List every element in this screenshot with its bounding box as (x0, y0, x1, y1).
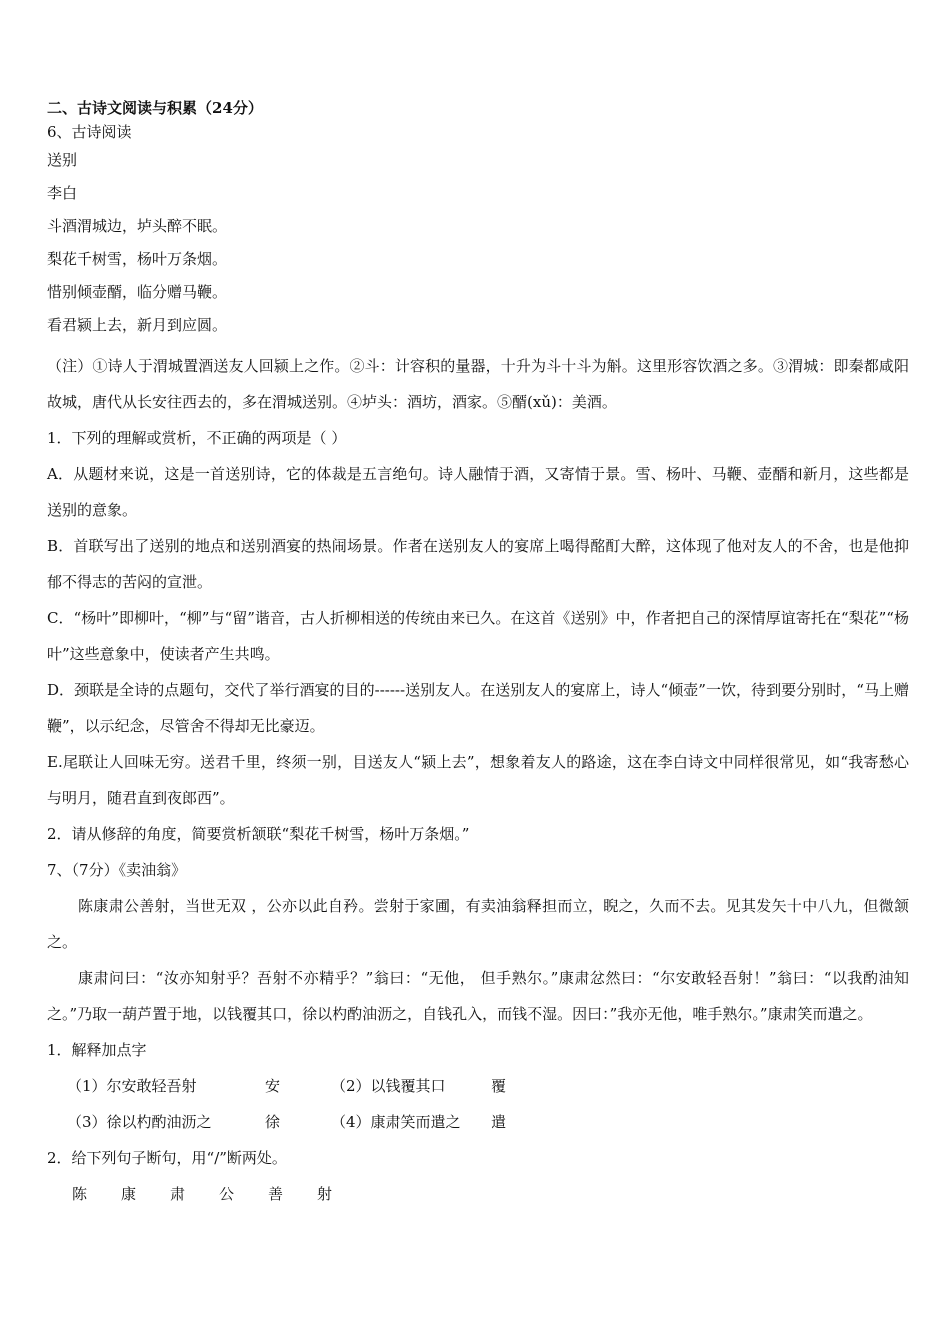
poem-author: 李白 (47, 184, 78, 202)
vocab-phrase: （2）以钱覆其口 (331, 1077, 446, 1095)
sentence-char: 康 (121, 1185, 137, 1203)
q7-sub2-question: 2．给下列句子断句，用“/”断两处。 (47, 1149, 287, 1167)
sentence-char: 善 (268, 1185, 284, 1203)
q7-sub1-question: 1．解释加点字 (47, 1041, 147, 1059)
question-7-label: 7、（7分）《卖油翁》 (47, 861, 187, 879)
sentence-char: 陈 (72, 1185, 88, 1203)
section-heading: 二、古诗文阅读与积累（24分） (47, 99, 263, 117)
option-c: C．“杨叶”即柳叶，“柳”与“留”谐音，古人折柳相送的传统由来已久。在这首《送别》中，作者把自己的深情厚谊寄托在“梨花”“杨叶”这些意象中，使读者产生共鸣。 (47, 609, 909, 663)
option-e: E.尾联让人回味无穷。送君千里，终须一别，目送友人“颍上去”，想象着友人的路途，这在李白诗文中同样很常见，如“我寄愁心与明月，随君直到夜郎西”。 (47, 753, 909, 807)
poem-line: 梨花千树雪，杨叶万条烟。 (47, 250, 228, 268)
vocab-row (47, 1104, 909, 1140)
vocab-phrase: （1）尔安敢轻吾射 (67, 1077, 197, 1095)
vocab-phrase: （4）康肃笑而遣之 (331, 1113, 461, 1131)
poem-line: 斗酒渭城边，垆头醉不眠。 (47, 217, 228, 235)
option-b: B．首联写出了送别的地点和送别酒宴的热闹场景。作者在送别友人的宴席上喝得酩酊大醉，这体现了他对友人的不舍，也是他抑郁不得志的苦闷的宣泄。 (47, 537, 909, 591)
sentence-char: 射 (317, 1185, 333, 1203)
q6-sub1-question: 1．下列的理解或赏析，不正确的两项是（ ） (47, 429, 347, 447)
q6-sub2-question: 2．请从修辞的角度，简要赏析颔联“梨花千树雪，杨叶万条烟。” (47, 825, 470, 843)
vocab-row (47, 1068, 909, 1104)
vocab-word: 安 (265, 1077, 281, 1095)
vocab-word: 遣 (491, 1113, 507, 1131)
vocab-phrase: （3）徐以杓酌油沥之 (67, 1113, 212, 1131)
passage-paragraph-1: 陈康肃公善射，当世无双 ，公亦以此自矜。尝射于家圃，有卖油翁释担而立，睨之，久而不去。见其发矢十中八九，但微颔之。 (47, 897, 909, 951)
option-a: A．从题材来说，这是一首送别诗，它的体裁是五言绝句。诗人融情于酒，又寄情于景。雪、杨叶、马鞭、壶醑和新月，这些都是送别的意象。 (47, 465, 909, 519)
passage-paragraph-2: 康肃问曰：“汝亦知射乎？吾射不亦精乎？”翁曰：“无他， 但手熟尔。”康肃忿然曰：“尔安敢轻吾射！”翁曰：“以我酌油知之。”乃取一葫芦置于地，以钱覆其口，徐以杓酌油沥之，自钱孔入，而钱不湿。因曰：”我亦无他，唯手熟尔。”康肃笑而遣之。 (47, 969, 909, 1023)
vocab-word: 徐 (265, 1113, 281, 1131)
document-page (47, 98, 909, 1212)
sentence-char: 肃 (170, 1185, 186, 1203)
poem-line: 惜别倾壶醑，临分赠马鞭。 (47, 283, 228, 301)
question-6-label: 6、古诗阅读 (47, 123, 132, 141)
poem-line: 看君颍上去，新月到应圆。 (47, 316, 228, 334)
vocab-word: 覆 (491, 1077, 507, 1095)
poem-note: （注）①诗人于渭城置酒送友人回颍上之作。②斗：计容积的量器，十升为斗十斗为斛。这里形容饮酒之多。③渭城：即秦都咸阳故城，唐代从长安往西去的，多在渭城送别。④垆头：酒坊，酒家。⑤醑(xǔ)：美酒。 (47, 357, 909, 411)
sentence-char: 公 (219, 1185, 235, 1203)
option-d: D．颈联是全诗的点题句，交代了举行酒宴的目的------送别友人。在送别友人的宴席上，诗人“倾壶”一饮，待到要分别时，“马上赠鞭”，以示纪念，尽管舍不得却无比豪迈。 (47, 681, 909, 735)
poem-title: 送别 (47, 151, 78, 169)
sentence-characters (47, 1176, 909, 1212)
